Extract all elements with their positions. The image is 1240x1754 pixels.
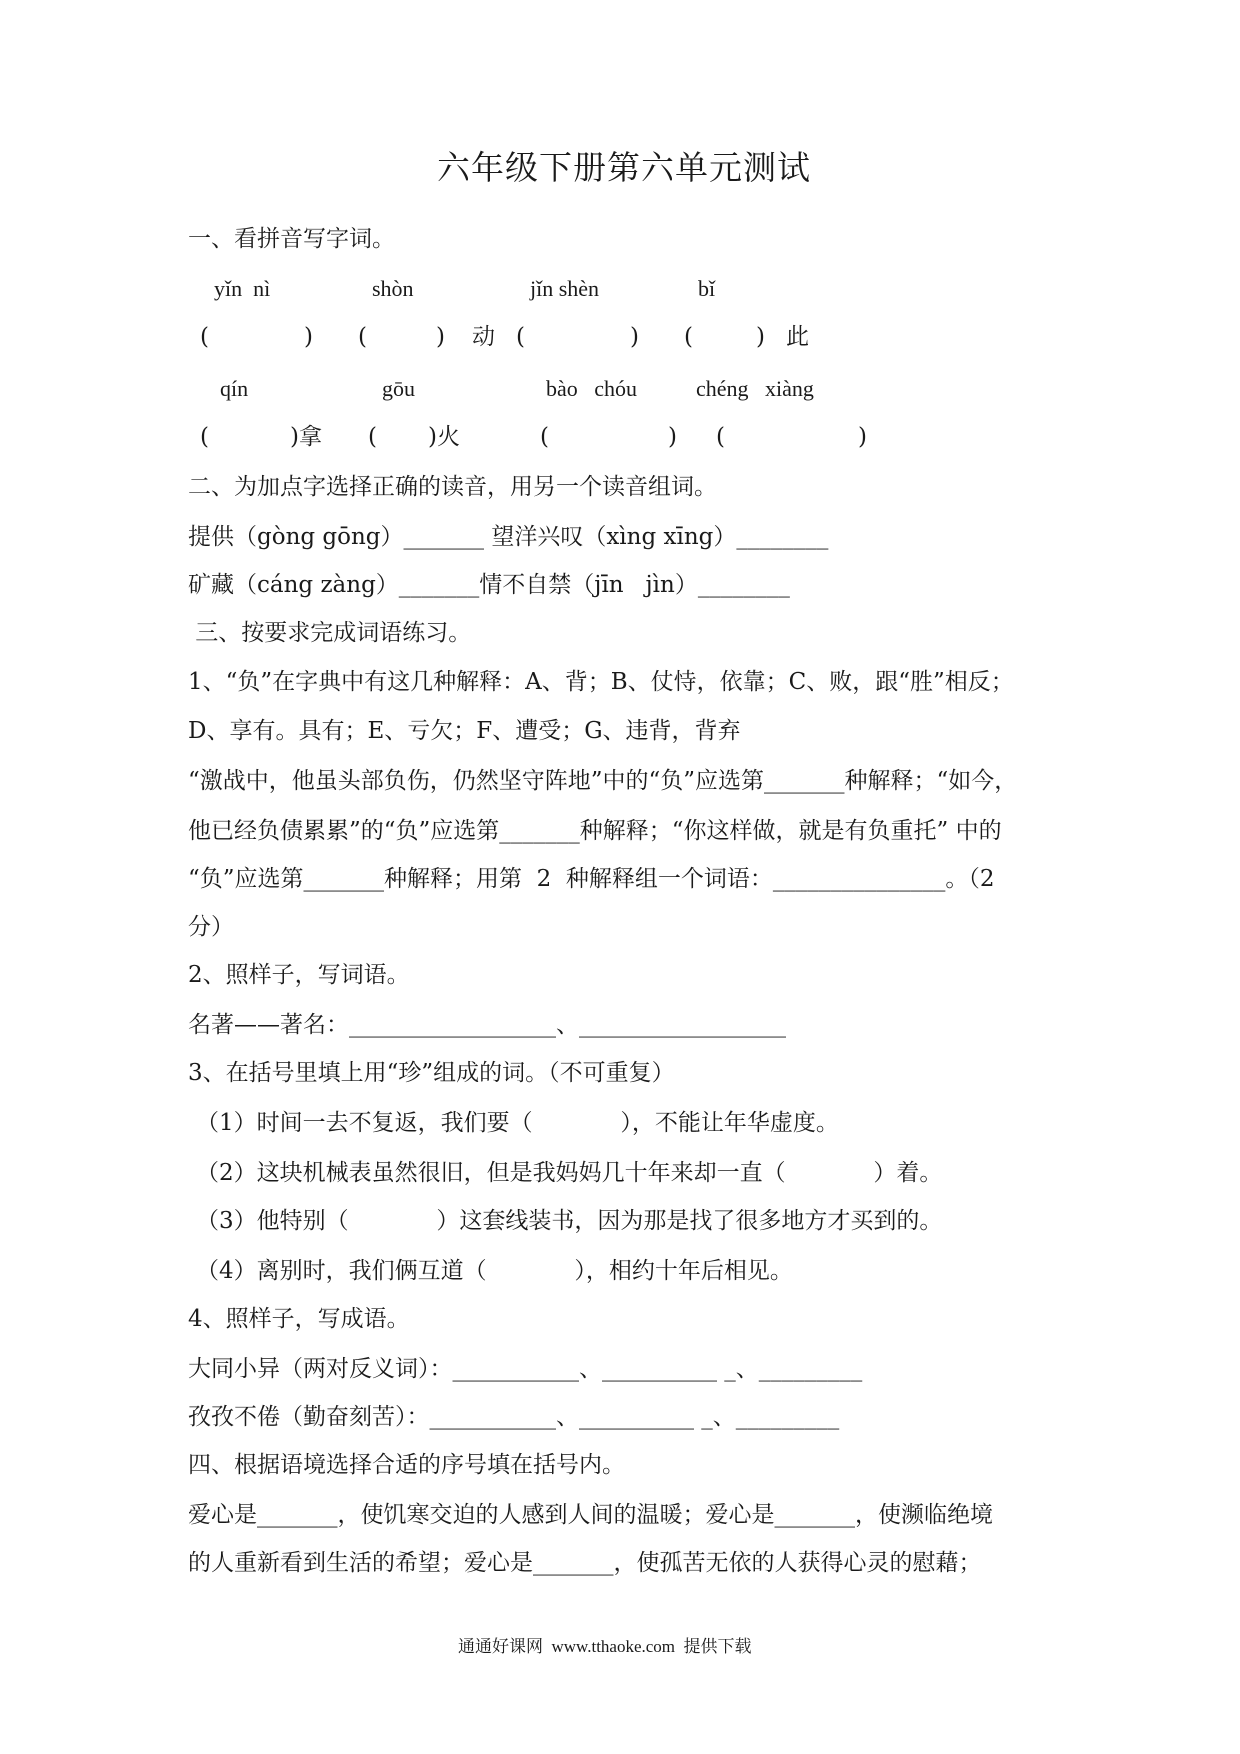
question-line: 孜孜不倦（勤奋刻苦）：___________、__________ _、_________	[188, 1404, 840, 1430]
pinyin: chéng xiàng	[696, 376, 814, 401]
pinyin: bào chóu	[546, 376, 638, 401]
question-line: 1、“负”在字典中有这几种解释：A、背；B、仗恃，依靠；C、败，跟“胜”相反；	[188, 669, 1014, 695]
answer-paren: (	[368, 424, 377, 450]
answer-paren: )	[304, 324, 313, 350]
question-line: （1）时间一去不复返，我们要（ ），不能让年华虚度。	[196, 1110, 839, 1136]
given-character: 此	[786, 324, 809, 350]
question-line: 分）	[188, 914, 234, 940]
answer-paren: (	[200, 324, 209, 350]
answer-paren: (	[516, 324, 525, 350]
question-heading: 3、在括号里填上用“珍”组成的词。（不可重复）	[188, 1060, 675, 1086]
section4-heading: 四、根据语境选择合适的序号填在括号内。	[188, 1452, 625, 1478]
pinyin: bǐ	[698, 276, 716, 301]
pinyin: jǐn shèn	[530, 276, 600, 301]
section1-heading: 一、看拼音写字词。	[188, 226, 395, 252]
answer-paren: )拿	[290, 424, 322, 450]
page-title: 六年级下册第六单元测试	[437, 148, 811, 187]
question-line: 的人重新看到生活的希望；爱心是_______，使孤苦无依的人获得心灵的慰藉；	[188, 1550, 982, 1576]
question-line: 大同小异（两对反义词）：___________、__________ _、_________	[188, 1356, 863, 1382]
answer-paren: )	[630, 324, 639, 350]
question-line: 名著——著名：__________________、__________________	[188, 1012, 786, 1038]
given-character: 动	[472, 324, 495, 350]
answer-paren: (	[200, 424, 209, 450]
answer-paren: (	[358, 324, 367, 350]
question-heading: 2、照样子，写词语。	[188, 962, 410, 988]
question-line: （2）这块机械表虽然很旧，但是我妈妈几十年来却一直（ ）着。	[196, 1160, 943, 1186]
answer-paren: (	[716, 424, 725, 450]
question-line: “激战中，他虽头部负伤，仍然坚守阵地”中的“负”应选第_______种解释；“如今，	[188, 768, 1018, 794]
answer-paren: (	[540, 424, 549, 450]
question-line: （3）他特别（ ）这套线装书，因为那是找了很多地方才买到的。	[196, 1208, 943, 1234]
question-line: “负”应选第_______种解释；用第 2 种解释组一个词语：_______________。（2	[188, 866, 995, 892]
footer-credit: 通通好课网 www.tthaoke.com 提供下载	[458, 1637, 752, 1656]
pinyin: gōu	[382, 376, 415, 401]
section3-heading: 三、按要求完成词语练习。	[188, 620, 472, 646]
question-line: 矿藏（cáng zàng）_______情不自禁（jīn jìn）________	[188, 572, 790, 598]
answer-paren: )火	[428, 424, 460, 450]
pinyin: shòn	[372, 276, 414, 301]
question-line: D、享有。具有；E、亏欠；F、遭受；G、违背，背弃	[188, 718, 741, 744]
question-line: 提供（gòng gōng）_______ 望洋兴叹（xìng xīng）________	[188, 524, 829, 550]
answer-paren: )	[436, 324, 445, 350]
pinyin: yǐn nì	[214, 276, 271, 301]
answer-paren: )	[858, 424, 867, 450]
question-line: 爱心是_______，使饥寒交迫的人感到人间的温暖；爱心是_______，使濒临绝境	[188, 1502, 993, 1528]
question-line: （4）离别时，我们俩互道（ ），相约十年后相见。	[196, 1258, 793, 1284]
pinyin: qín	[220, 376, 249, 401]
answer-paren: )	[756, 324, 765, 350]
question-line: 他已经负债累累”的“负”应选第_______种解释；“你这样做，就是有负重托” 中的	[188, 818, 1002, 844]
question-heading: 4、照样子，写成语。	[188, 1306, 410, 1332]
answer-paren: (	[684, 324, 693, 350]
section2-heading: 二、为加点字选择正确的读音，用另一个读音组词。	[188, 474, 717, 500]
answer-paren: )	[668, 424, 677, 450]
